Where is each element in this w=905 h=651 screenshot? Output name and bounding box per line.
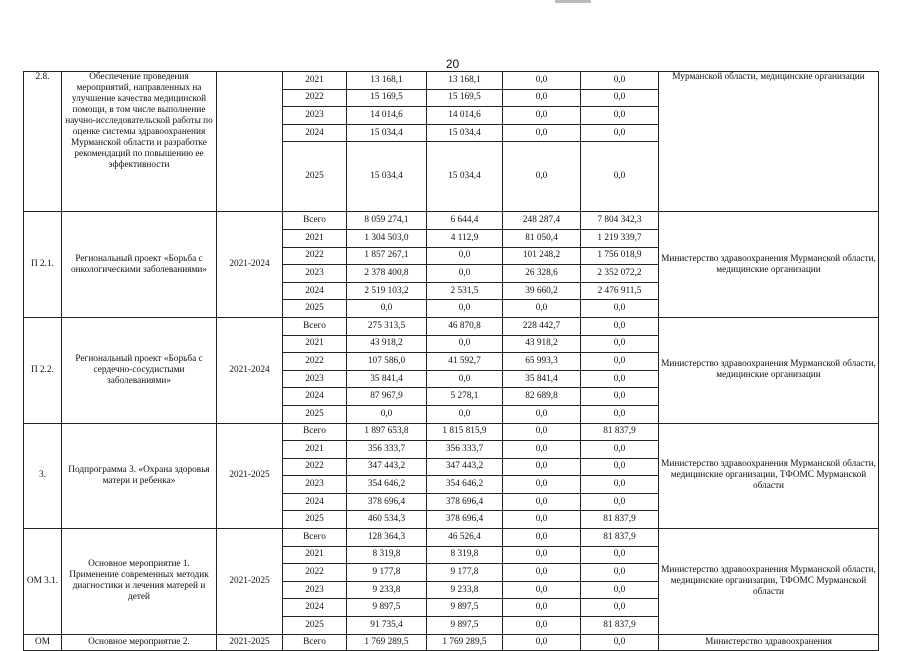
other-cell: 0,0 (581, 493, 659, 511)
other-cell: 0,0 (581, 107, 659, 125)
other-cell: 7 804 342,3 (581, 212, 659, 230)
other-cell: 0,0 (581, 458, 659, 476)
federal-cell: 0,0 (503, 546, 581, 564)
total-cell: 1 897 653,8 (347, 423, 427, 441)
year-cell: 2022 (283, 247, 347, 265)
other-cell: 81 837,9 (581, 511, 659, 529)
table-row (24, 72, 879, 90)
item-name: Подпрограмма 3. «Охрана здоровья матери и ребенка» (62, 423, 217, 529)
executor-cell: Министерство здравоохранения Мурманской области, медицинские организации (659, 317, 879, 423)
item-name: Основное мероприятие 2. (62, 634, 217, 650)
other-cell: 0,0 (581, 476, 659, 494)
year-cell: 2025 (283, 300, 347, 318)
year-cell: 2024 (283, 124, 347, 142)
total-cell: 354 646,2 (347, 476, 427, 494)
federal-cell: 0,0 (503, 405, 581, 423)
total-cell: 14 014,6 (347, 107, 427, 125)
budget-cell: 14 014,6 (427, 107, 503, 125)
federal-cell: 0,0 (503, 72, 581, 90)
budget-cell: 13 168,1 (427, 72, 503, 90)
federal-cell: 0,0 (503, 564, 581, 582)
federal-cell: 0,0 (503, 124, 581, 142)
other-cell: 0,0 (581, 634, 659, 650)
other-cell: 0,0 (581, 317, 659, 335)
year-cell: Всего (283, 212, 347, 230)
total-cell: 378 696,4 (347, 493, 427, 511)
federal-cell: 0,0 (503, 89, 581, 107)
other-cell: 0,0 (581, 441, 659, 459)
item-number: П 2.1. (24, 212, 62, 318)
total-cell: 9 897,5 (347, 599, 427, 617)
total-cell: 347 443,2 (347, 458, 427, 476)
budget-cell: 46 870,8 (427, 317, 503, 335)
total-cell: 13 168,1 (347, 72, 427, 90)
year-cell: 2024 (283, 493, 347, 511)
item-number: 3. (24, 423, 62, 529)
other-cell: 2 352 072,2 (581, 265, 659, 283)
budget-cell: 9 897,5 (427, 599, 503, 617)
total-cell: 0,0 (347, 300, 427, 318)
total-cell: 8 059 274,1 (347, 212, 427, 230)
year-cell: 2022 (283, 564, 347, 582)
total-cell: 275 313,5 (347, 317, 427, 335)
budget-cell: 9 233,8 (427, 581, 503, 599)
federal-cell: 228 442,7 (503, 317, 581, 335)
federal-cell: 0,0 (503, 617, 581, 635)
page-number: 20 (445, 57, 460, 71)
total-cell: 460 534,3 (347, 511, 427, 529)
other-cell: 81 837,9 (581, 617, 659, 635)
executor-cell: Мурманской области, медицинские организации (659, 72, 879, 212)
federal-cell: 0,0 (503, 300, 581, 318)
year-cell: 2023 (283, 265, 347, 283)
year-cell: 2025 (283, 405, 347, 423)
item-name: Региональный проект «Борьба с сердечно-сосудистыми заболеваниями» (62, 317, 217, 423)
federal-cell: 101 248,2 (503, 247, 581, 265)
executor-cell: Министерство здравоохранения Мурманской области, медицинские организации, ТФОМС Мурманской области (659, 529, 879, 635)
total-cell: 107 586,0 (347, 353, 427, 371)
item-number: ОМ (24, 634, 62, 650)
federal-cell: 0,0 (503, 476, 581, 494)
federal-cell: 0,0 (503, 107, 581, 125)
table-row (24, 423, 879, 441)
federal-cell: 248 287,4 (503, 212, 581, 230)
federal-cell: 65 993,3 (503, 353, 581, 371)
federal-cell: 26 328,6 (503, 265, 581, 283)
year-cell: 2022 (283, 458, 347, 476)
year-cell: 2023 (283, 476, 347, 494)
executor-cell: Министерство здравоохранения Мурманской области, медицинские организации, ТФОМС Мурманской области (659, 423, 879, 529)
item-period: 2021-2025 (217, 423, 283, 529)
budget-cell: 46 526,4 (427, 529, 503, 547)
executor-cell: Министерство здравоохранения Мурманской области, медицинские организации (659, 212, 879, 318)
other-cell: 1 219 339,7 (581, 229, 659, 247)
item-period: 2021-2024 (217, 317, 283, 423)
total-cell: 1 857 267,1 (347, 247, 427, 265)
budget-cell: 1 815 815,9 (427, 423, 503, 441)
other-cell: 0,0 (581, 142, 659, 212)
item-number: ОМ 3.1. (24, 529, 62, 635)
federal-cell: 81 050,4 (503, 229, 581, 247)
other-cell: 81 837,9 (581, 529, 659, 547)
other-cell: 0,0 (581, 72, 659, 90)
year-cell: 2021 (283, 441, 347, 459)
federal-cell: 82 689,8 (503, 388, 581, 406)
item-number: 2.8. (24, 72, 62, 212)
federal-cell: 0,0 (503, 441, 581, 459)
federal-cell: 39 660,2 (503, 282, 581, 300)
total-cell: 8 319,8 (347, 546, 427, 564)
year-cell: Всего (283, 634, 347, 650)
federal-cell: 0,0 (503, 634, 581, 650)
federal-cell: 0,0 (503, 581, 581, 599)
budget-cell: 0,0 (427, 370, 503, 388)
total-cell: 0,0 (347, 405, 427, 423)
budget-cell: 0,0 (427, 335, 503, 353)
budget-cell: 354 646,2 (427, 476, 503, 494)
total-cell: 9 233,8 (347, 581, 427, 599)
federal-cell: 0,0 (503, 142, 581, 212)
other-cell: 0,0 (581, 89, 659, 107)
other-cell: 0,0 (581, 581, 659, 599)
total-cell: 2 378 400,8 (347, 265, 427, 283)
total-cell: 35 841,4 (347, 370, 427, 388)
budget-cell: 378 696,4 (427, 511, 503, 529)
item-number: П 2.2. (24, 317, 62, 423)
item-period: 2021-2024 (217, 212, 283, 318)
total-cell: 15 034,4 (347, 142, 427, 212)
item-period (217, 72, 283, 212)
year-cell: 2021 (283, 229, 347, 247)
budget-cell: 41 592,7 (427, 353, 503, 371)
other-cell: 1 756 018,9 (581, 247, 659, 265)
other-cell: 0,0 (581, 335, 659, 353)
other-cell: 0,0 (581, 546, 659, 564)
year-cell: 2023 (283, 107, 347, 125)
federal-cell: 0,0 (503, 458, 581, 476)
other-cell: 0,0 (581, 388, 659, 406)
year-cell: 2023 (283, 370, 347, 388)
federal-cell: 43 918,2 (503, 335, 581, 353)
total-cell: 87 967,9 (347, 388, 427, 406)
total-cell: 1 769 289,5 (347, 634, 427, 650)
year-cell: Всего (283, 317, 347, 335)
other-cell: 2 476 911,5 (581, 282, 659, 300)
total-cell: 15 169,5 (347, 89, 427, 107)
budget-cell: 15 034,4 (427, 124, 503, 142)
other-cell: 0,0 (581, 300, 659, 318)
year-cell: 2021 (283, 546, 347, 564)
budget-cell: 8 319,8 (427, 546, 503, 564)
total-cell: 356 333,7 (347, 441, 427, 459)
other-cell: 81 837,9 (581, 423, 659, 441)
budget-cell: 2 531,5 (427, 282, 503, 300)
federal-cell: 0,0 (503, 493, 581, 511)
item-name: Региональный проект «Борьба с онкологическими заболеваниями» (62, 212, 217, 318)
total-cell: 15 034,4 (347, 124, 427, 142)
year-cell: 2021 (283, 72, 347, 90)
budget-cell: 15 169,5 (427, 89, 503, 107)
other-cell: 0,0 (581, 599, 659, 617)
item-period: 2021-2025 (217, 634, 283, 650)
table-row (24, 317, 879, 335)
other-cell: 0,0 (581, 353, 659, 371)
year-cell: 2025 (283, 142, 347, 212)
other-cell: 0,0 (581, 124, 659, 142)
total-cell: 91 735,4 (347, 617, 427, 635)
year-cell: Всего (283, 423, 347, 441)
federal-cell: 0,0 (503, 511, 581, 529)
total-cell: 2 519 103,2 (347, 282, 427, 300)
year-cell: 2025 (283, 511, 347, 529)
item-name: Основное мероприятие 1. Применение современных методик диагностики и лечения матерей и детей (62, 529, 217, 635)
executor-cell: Министерство здравоохранения (659, 634, 879, 650)
table-row (24, 634, 879, 650)
year-cell: 2024 (283, 599, 347, 617)
item-name: Обеспечение проведения мероприятий, направленных на улучшение качества медицинской помощи, в том числе выполнение научно-исследовательской работы по оценке системы здравоохранения Мурманской области и разработке рекомендаций по повышению ее эффективности (62, 72, 217, 212)
item-period: 2021-2025 (217, 529, 283, 635)
scan-mark (555, 0, 591, 3)
year-cell: 2024 (283, 282, 347, 300)
year-cell: 2024 (283, 388, 347, 406)
budget-cell: 6 644,4 (427, 212, 503, 230)
federal-cell: 35 841,4 (503, 370, 581, 388)
year-cell: 2022 (283, 89, 347, 107)
budget-cell: 9 897,5 (427, 617, 503, 635)
budget-cell: 1 769 289,5 (427, 634, 503, 650)
budget-cell: 347 443,2 (427, 458, 503, 476)
year-cell: 2023 (283, 581, 347, 599)
total-cell: 1 304 503,0 (347, 229, 427, 247)
table-row (24, 212, 879, 230)
year-cell: 2021 (283, 335, 347, 353)
budget-cell: 5 278,1 (427, 388, 503, 406)
other-cell: 0,0 (581, 564, 659, 582)
total-cell: 9 177,8 (347, 564, 427, 582)
table-row (24, 529, 879, 547)
program-funding-table (23, 71, 879, 651)
total-cell: 43 918,2 (347, 335, 427, 353)
budget-cell: 378 696,4 (427, 493, 503, 511)
other-cell: 0,0 (581, 370, 659, 388)
year-cell: 2025 (283, 617, 347, 635)
budget-cell: 0,0 (427, 405, 503, 423)
federal-cell: 0,0 (503, 423, 581, 441)
budget-cell: 356 333,7 (427, 441, 503, 459)
budget-cell: 0,0 (427, 247, 503, 265)
other-cell: 0,0 (581, 405, 659, 423)
budget-cell: 4 112,9 (427, 229, 503, 247)
budget-cell: 0,0 (427, 300, 503, 318)
federal-cell: 0,0 (503, 599, 581, 617)
budget-cell: 9 177,8 (427, 564, 503, 582)
total-cell: 128 364,3 (347, 529, 427, 547)
year-cell: Всего (283, 529, 347, 547)
federal-cell: 0,0 (503, 529, 581, 547)
year-cell: 2022 (283, 353, 347, 371)
budget-cell: 15 034,4 (427, 142, 503, 212)
budget-cell: 0,0 (427, 265, 503, 283)
